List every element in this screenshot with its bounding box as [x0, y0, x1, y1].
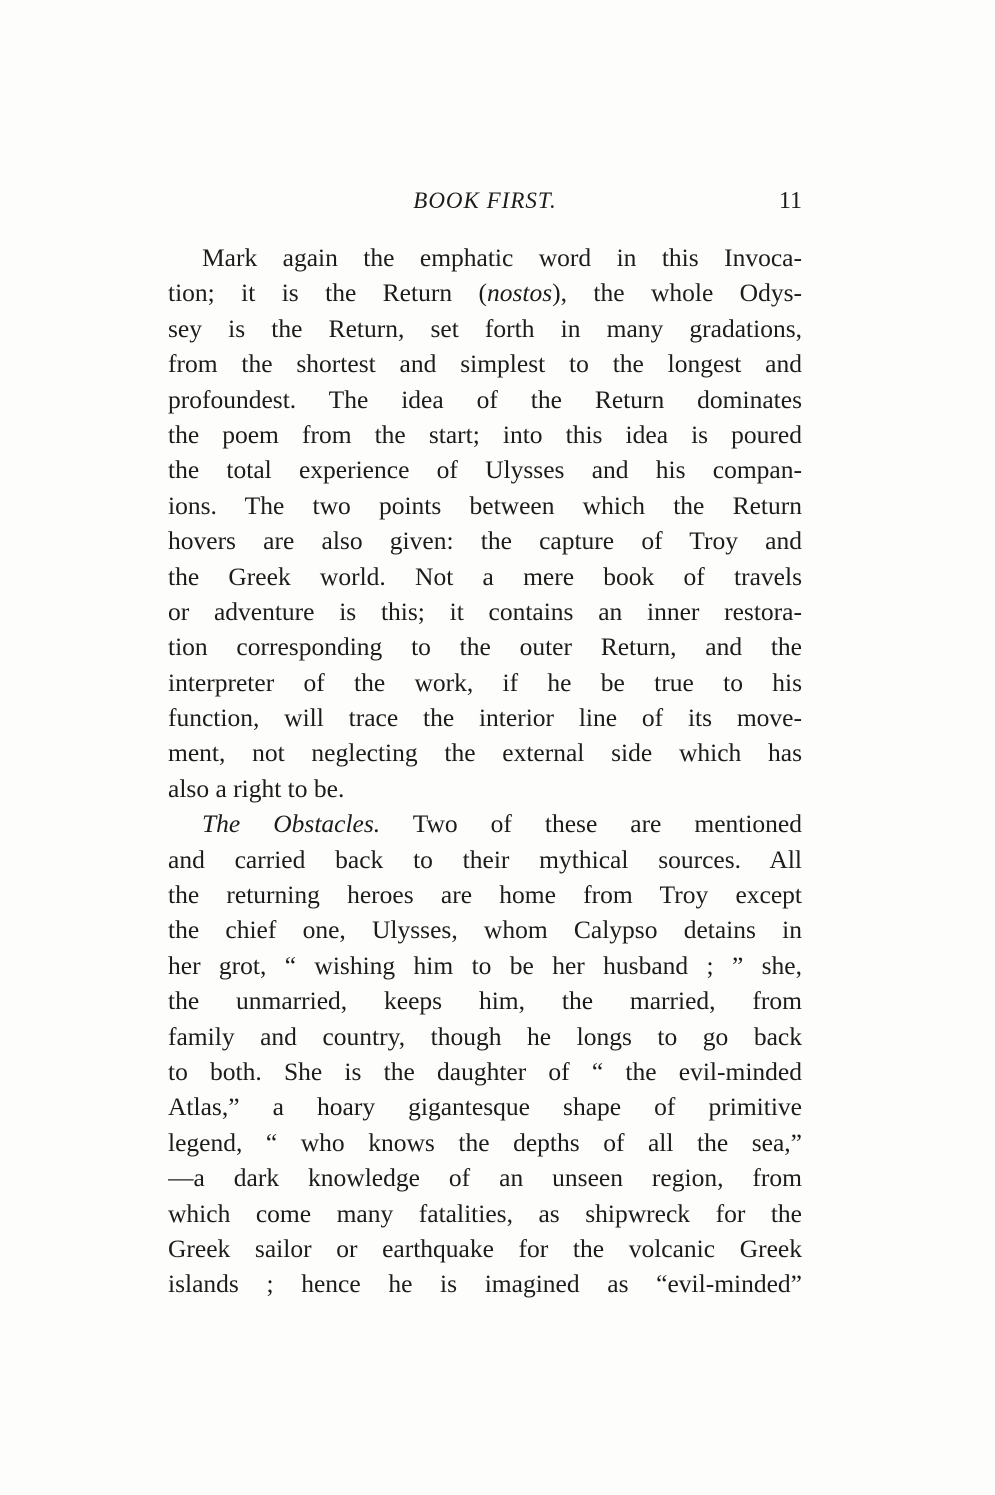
text-line: the returning heroes are home from Troy except [168, 880, 802, 910]
text-line: family and country, though he longs to go back [168, 1021, 802, 1051]
text-line: islands ; hence he is imagined as “evil-minded” [168, 1269, 802, 1299]
section-heading: The Obstacles. [202, 809, 381, 839]
page-number: 11 [778, 188, 802, 214]
text-line: the unmarried, keeps him, the married, from [168, 986, 802, 1016]
text-line: her grot, “ wishing him to be her husband ; ” she, [168, 950, 802, 980]
greek-word-nostos: nostos [486, 278, 553, 308]
text-line: Mark again the emphatic word in this Invoca- [202, 243, 802, 272]
paragraph-obstacles [168, 806, 802, 1301]
text-line: and carried back to their mythical sources. All [168, 844, 802, 874]
text-line: or adventure is this; it contains an inner restora- [168, 596, 802, 626]
text-line: sey is the Return, set forth in many gradations, [168, 313, 802, 343]
text-line: from the shortest and simplest to the longest and [168, 349, 802, 379]
text-segment: Two of these are mentioned [380, 809, 802, 839]
running-title: BOOK FIRST. [413, 188, 557, 213]
text-line: the Greek world. Not a mere book of travels [168, 561, 802, 591]
running-head [168, 188, 802, 224]
text-segment: ), the whole Odys- [552, 278, 802, 308]
text-line: the poem from the start; into this idea is poured [168, 419, 802, 449]
text-line: also a right to be. [168, 773, 345, 803]
text-line: profoundest. The idea of the Return dominates [168, 384, 802, 414]
text-line [168, 806, 802, 841]
text-line: interpreter of the work, if he be true to his [168, 667, 802, 697]
text-line: legend, “ who knows the depths of all the sea,” [168, 1127, 802, 1157]
text-line: the total experience of Ulysses and his compan- [168, 455, 802, 485]
text-segment: tion; it is the Return ( [168, 278, 487, 308]
text-line: ment, not neglecting the external side which has [168, 738, 802, 768]
text-line [168, 275, 802, 310]
text-line: Atlas,” a hoary gigantesque shape of primitive [168, 1092, 802, 1122]
text-line: Greek sailor or earthquake for the volcanic Greek [168, 1233, 802, 1263]
text-line: function, will trace the interior line of its move- [168, 703, 802, 733]
text-line: —a dark knowledge of an unseen region, from [168, 1163, 802, 1193]
text-line: hovers are also given: the capture of Troy and [168, 526, 802, 556]
text-line: which come many fatalities, as shipwreck for the [168, 1198, 802, 1228]
body-text [168, 240, 802, 1302]
text-line: ions. The two points between which the Return [168, 490, 802, 520]
text-line: to both. She is the daughter of “ the evil-minded [168, 1056, 802, 1086]
text-line: the chief one, Ulysses, whom Calypso detains in [168, 915, 802, 945]
text-line: tion corresponding to the outer Return, and the [168, 632, 802, 662]
paragraph-return [168, 240, 802, 806]
